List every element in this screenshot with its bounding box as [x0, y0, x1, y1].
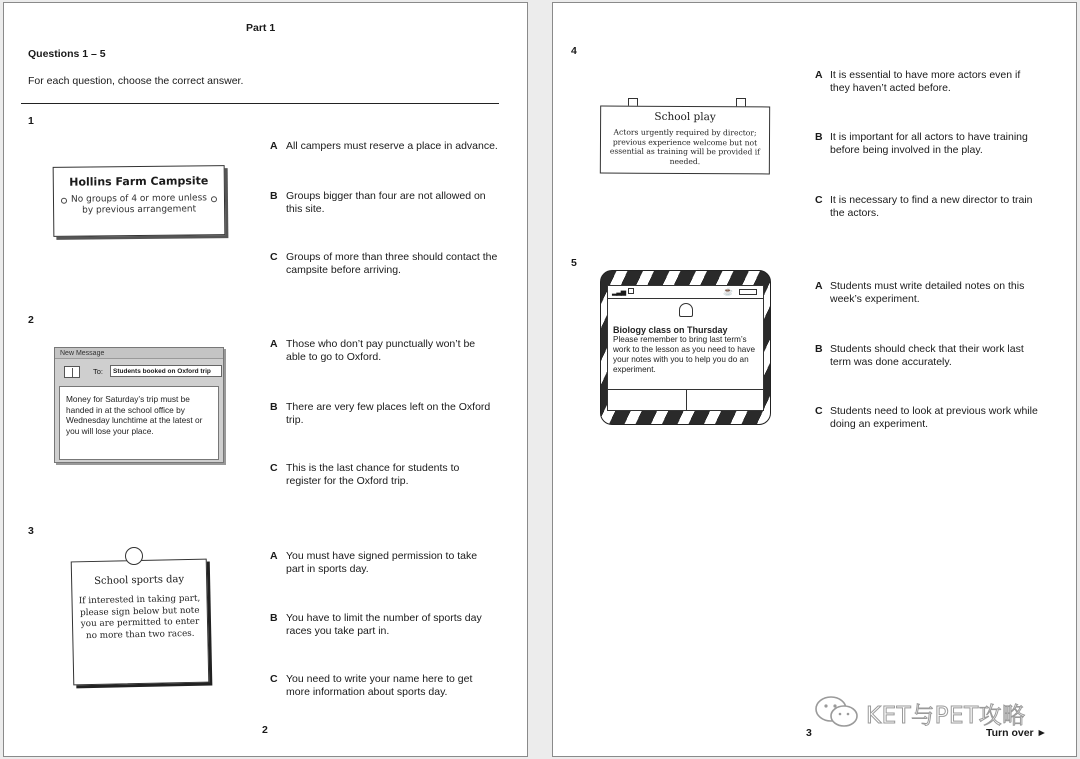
option-text[interactable]: Students need to look at previous work while doing an experiment.	[830, 405, 1038, 430]
notice-title: Hollins Farm Campsite	[69, 174, 209, 189]
option-letter[interactable]: C	[815, 194, 823, 206]
window-title: New Message	[55, 348, 223, 359]
option-text[interactable]: It is necessary to find a new director to train the actors.	[830, 194, 1033, 219]
option-text[interactable]: There are very few places left on the Oxford trip.	[286, 401, 491, 426]
option-letter[interactable]: A	[270, 338, 278, 350]
option-text[interactable]: It is essential to have more actors even if they haven’t acted before.	[830, 69, 1021, 94]
option-letter[interactable]: C	[270, 673, 278, 685]
option-text[interactable]: Students must write detailed notes on this week’s experiment.	[830, 280, 1025, 305]
notice-title: School play	[654, 110, 716, 124]
page-number: 2	[262, 724, 268, 736]
notice-body: No groups of 4 or more unless by previous arrangement	[70, 193, 208, 216]
notice-body: Actors urgently required by director; previous experience welcome but not essential as training will be provided if needed.	[609, 127, 761, 166]
option-letter[interactable]: B	[270, 612, 278, 624]
option-letter[interactable]: C	[270, 251, 278, 263]
option-text[interactable]: You need to write your name here to get more information about sports day.	[286, 673, 473, 698]
cup-icon: ☕	[723, 287, 733, 296]
option-letter[interactable]: A	[270, 550, 278, 562]
phone-buttons	[608, 389, 763, 410]
option-text[interactable]: It is important for all actors to have training before being involved in the play.	[830, 131, 1028, 156]
message-window	[54, 347, 224, 463]
option-text[interactable]: Groups bigger than four are not allowed on this site.	[286, 190, 486, 215]
message-body: Money for Saturday’s trip must be handed in at the school office by Wednesday lunchtime at the latest or you will lose your place.	[59, 386, 219, 460]
phone-message	[613, 325, 761, 375]
divider	[21, 103, 499, 104]
campsite-sign	[53, 165, 226, 237]
school-play-notice	[600, 106, 770, 175]
notice-title: School sports day	[94, 574, 185, 587]
notice-body: Please remember to bring last term’s work to the lesson as you need to have your notes with you to help you do an experiment.	[613, 335, 756, 374]
contact-icon	[679, 303, 693, 317]
option-letter[interactable]: C	[270, 462, 278, 474]
to-field: Students booked on Oxford trip	[110, 365, 222, 377]
option-text[interactable]: You have to limit the number of sports day races you take part in.	[286, 612, 482, 637]
option-letter[interactable]: A	[815, 280, 823, 292]
option-text[interactable]: Groups of more than three should contact the campsite before arriving.	[286, 251, 498, 276]
page-number: 3	[806, 727, 812, 739]
watermark	[814, 693, 1054, 731]
pushpin-icon	[125, 547, 143, 565]
question-number: 3	[28, 525, 34, 537]
sports-day-notice	[71, 559, 210, 686]
option-letter[interactable]: B	[815, 343, 823, 355]
option-text[interactable]: You must have signed permission to take part in sports day.	[286, 550, 478, 575]
screw-icon	[61, 198, 67, 204]
question-number: 4	[571, 45, 577, 57]
battery-icon	[739, 289, 757, 295]
option-text[interactable]: Students should check that their work last term was done accurately.	[830, 343, 1024, 368]
notice-body: If interested in taking part, please sign below but note you are permitted to enter no more than two races.	[78, 593, 201, 641]
option-letter[interactable]: C	[815, 405, 823, 417]
to-label: To:	[93, 367, 104, 376]
wechat-icon	[814, 695, 860, 729]
question-number: 5	[571, 257, 577, 269]
screw-icon	[211, 196, 217, 202]
to-row	[60, 364, 218, 382]
questions-heading: Questions 1 – 5	[28, 48, 106, 60]
turn-over-label: Turn over ►	[986, 727, 1047, 739]
option-letter[interactable]: B	[815, 131, 823, 143]
question-number: 1	[28, 115, 34, 127]
signal-icon: ▂▃▅	[612, 289, 626, 296]
question-number: 2	[28, 314, 34, 326]
notice-title: Biology class on Thursday	[613, 325, 728, 335]
option-letter[interactable]: B	[270, 401, 278, 413]
phone-screen	[607, 285, 764, 411]
option-letter[interactable]: A	[270, 140, 278, 152]
status-bar	[608, 286, 763, 299]
option-letter[interactable]: B	[270, 190, 278, 202]
option-text[interactable]: Those who don’t pay punctually won’t be able to go to Oxford.	[286, 338, 476, 363]
watermark-text: KET与PET攻略	[866, 703, 1026, 729]
option-text[interactable]: All campers must reserve a place in advance.	[286, 140, 498, 152]
part-title: Part 1	[246, 22, 276, 34]
option-text[interactable]: This is the last chance for students to register for the Oxford trip.	[286, 462, 460, 487]
option-letter[interactable]: A	[815, 69, 823, 81]
checkbox-icon	[628, 288, 634, 294]
instruction: For each question, choose the correct answer.	[28, 75, 244, 87]
address-book-icon	[64, 366, 80, 378]
